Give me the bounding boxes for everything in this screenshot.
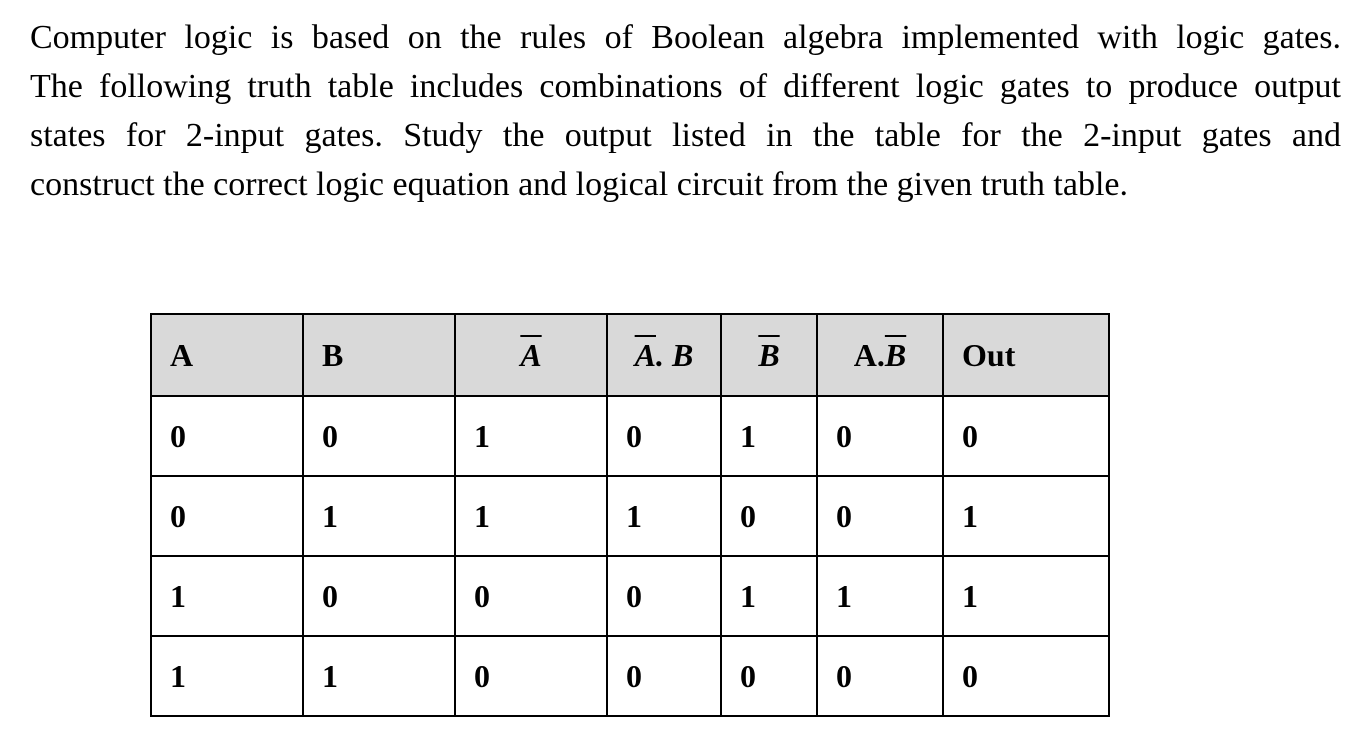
header-a-and-not-b-var: $\overline{B}$	[884, 336, 907, 373]
table-row	[151, 556, 1109, 636]
table-cell: 1	[455, 396, 607, 476]
table-cell: 0	[151, 476, 303, 556]
header-out-label: Out	[962, 336, 1016, 373]
table-cell: 1	[721, 556, 817, 636]
header-a	[151, 314, 303, 396]
table-cell: 1	[943, 556, 1109, 636]
question-line: Computer logic is based on the rules of Boolean algebra implemented with logic gates.	[30, 19, 1341, 56]
table-cell: 1	[303, 636, 455, 716]
table-cell: 1	[151, 556, 303, 636]
table-cell: 0	[817, 476, 943, 556]
header-b-label: B	[322, 336, 344, 373]
question-text	[30, 13, 1341, 209]
table-cell: 0	[303, 396, 455, 476]
table-cell: 0	[607, 556, 721, 636]
truth-table	[150, 313, 1110, 717]
table-cell: 1	[303, 476, 455, 556]
table-cell: 1	[943, 476, 1109, 556]
table-cell: 1	[455, 476, 607, 556]
header-not-a-and-b-var: $\overline{A}$	[634, 336, 656, 373]
question-line: The following truth table includes combinations of different logic gates to produce output	[30, 68, 1341, 105]
header-not-b	[721, 314, 817, 396]
table-row	[151, 636, 1109, 716]
table-row	[151, 396, 1109, 476]
table-cell: 0	[455, 556, 607, 636]
table-cell: 1	[817, 556, 943, 636]
table-cell: 0	[455, 636, 607, 716]
table-cell: 0	[607, 396, 721, 476]
table-cell: 0	[151, 396, 303, 476]
table-cell: 0	[303, 556, 455, 636]
header-not-b-label: $\overline{B}$	[758, 336, 780, 373]
table-cell: 0	[721, 636, 817, 716]
header-a-label: A	[170, 336, 194, 373]
table-cell: 1	[607, 476, 721, 556]
header-b	[303, 314, 455, 396]
table-row	[151, 476, 1109, 556]
header-not-a-and-b	[607, 314, 721, 396]
header-not-a	[455, 314, 607, 396]
header-out	[943, 314, 1109, 396]
header-not-a-label: $\overline{A}$	[520, 336, 542, 373]
header-not-a-and-b-rest: . B	[656, 336, 694, 373]
table-cell: 0	[943, 396, 1109, 476]
table-cell: 0	[817, 636, 943, 716]
header-a-and-not-b	[817, 314, 943, 396]
table-cell: 0	[817, 396, 943, 476]
table-cell: 1	[721, 396, 817, 476]
table-cell: 0	[943, 636, 1109, 716]
table-cell: 0	[607, 636, 721, 716]
question-line: construct the correct logic equation and logical circuit from the given truth table.	[30, 166, 1128, 203]
header-a-and-not-b-lead: A.	[853, 336, 885, 373]
table-cell: 1	[151, 636, 303, 716]
table-cell: 0	[721, 476, 817, 556]
table-header-row	[151, 314, 1109, 396]
question-line: states for 2-input gates. Study the output listed in the table for the 2-input gates and	[30, 117, 1341, 154]
